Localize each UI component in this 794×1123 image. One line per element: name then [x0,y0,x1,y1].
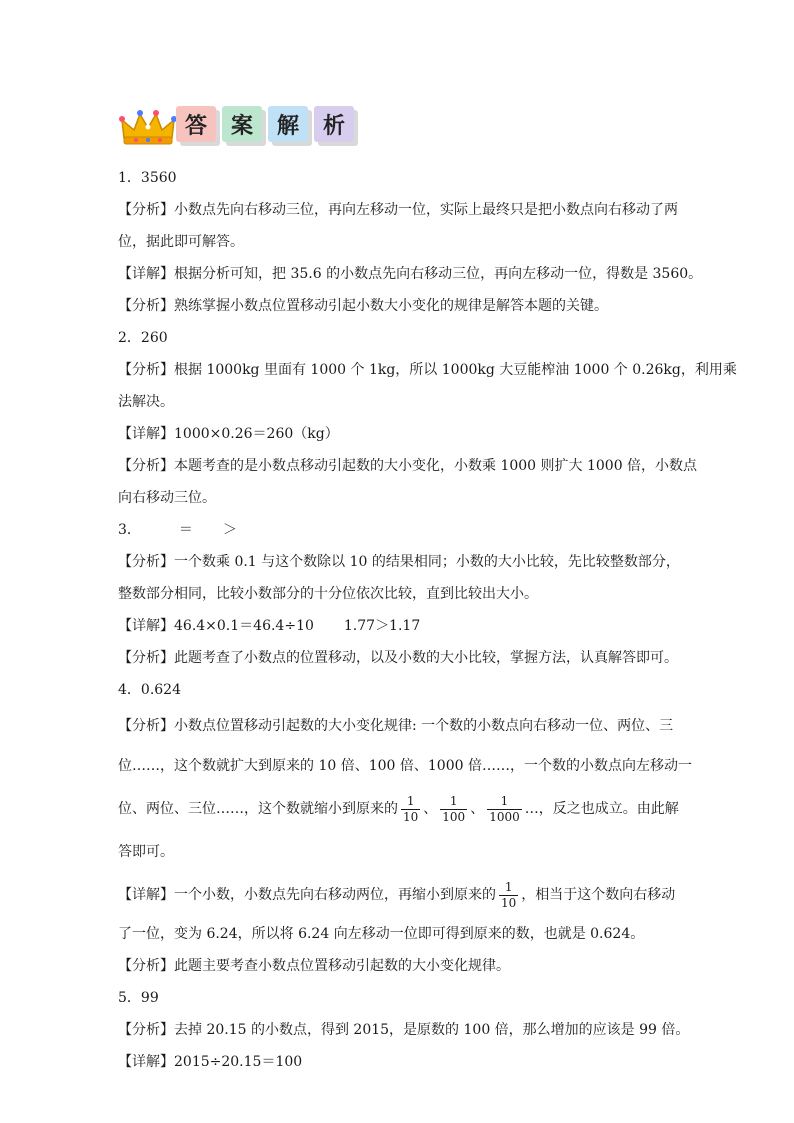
separator: 、 [470,801,485,817]
question-4-answer: 4．0.624 [118,682,181,698]
text: 小数点先向右移动三位，再向左移动一位，实际上最终只是把小数点向右移动了两 [174,202,678,218]
crown-icon [118,108,178,148]
text: 1000×0.26＝260（kg） [174,426,339,442]
detail-tag: 【详解】 [118,618,174,634]
answer-content [118,162,737,1078]
text-line: 位……，这个数就扩大到原来的 10 倍、100 倍、1000 倍……，一个数的小数点向左移动一 [118,758,692,774]
text: …，反之也成立。由此解 [524,801,679,817]
text-line: 答即可。 [118,844,174,860]
denominator: 10 [403,809,419,824]
text-line: 整数部分相同，比较小数部分的十分位依次比较，直到比较出大小。 [118,586,538,602]
analysis-tag: 【分析】 [118,458,174,474]
text: 小数点位置移动引起数的大小变化规律: 一个数的小数点向右移动一位、两位、三 [174,718,674,734]
text: 根据分析可知，把 35.6 的小数点先向右移动三位，再向左移动一位，得数是 3560。 [174,266,703,282]
detail-line [118,418,678,450]
text: 46.4×0.1＝46.4÷10 [174,618,314,634]
analysis-tag: 【分析】 [118,718,174,734]
text: 2015÷20.15＝100 [174,1054,303,1070]
separator: 、 [423,801,438,817]
text: 去掉 20.15 的小数点，得到 2015，是原数的 100 倍，那么增加的应该是 99 倍。 [174,1022,690,1038]
text: 此题主要考查小数点位置移动引起数的大小变化规律。 [174,958,510,974]
question-number: 3． [118,522,141,538]
detail-line [118,258,703,290]
numerator: 1 [449,793,458,808]
analysis-line [118,546,678,578]
analysis-line [118,290,678,322]
banner-tile: 案 [222,106,262,142]
banner-tile: 解 [268,106,308,142]
analysis-line [118,642,678,674]
denominator: 10 [501,895,517,910]
detail-tag: 【详解】 [118,266,174,282]
analysis-tag: 【分析】 [118,554,174,570]
text: 一个小数，小数点先向右移动两位，再缩小到原来的 [174,887,496,903]
detail-line [118,872,678,918]
banner-tiles [176,106,360,148]
detail-tag: 【详解】 [118,426,174,442]
detail-tag: 【详解】 [118,1054,174,1070]
question-5-answer: 5．99 [118,990,159,1006]
detail-tag: 【详解】 [118,887,174,903]
text-line: 位，据此即可解答。 [118,234,244,250]
text: 根据 1000kg 里面有 1000 个 1kg，所以 1000kg 大豆能榨油 1000 个 0.26kg，利用乘 [174,362,737,378]
text-line: 了一位，变为 6.24，所以将 6.24 向左移动一位即可得到原来的数，也就是 0.624。 [118,926,645,942]
text: 本题考查的是小数点移动引起数的大小变化，小数乘 1000 则扩大 1000 倍，小数点 [174,458,698,474]
text: 熟练掌握小数点位置移动引起小数大小变化的规律是解答本题的关键。 [174,298,608,314]
question-2-answer: 2．260 [118,330,168,346]
detail-line [118,610,678,642]
banner-tile: 答 [176,106,216,142]
analysis-tag: 【分析】 [118,958,174,974]
analysis-tag: 【分析】 [118,298,174,314]
text: 位、两位、三位……，这个数就缩小到原来的 [118,801,398,817]
text-line: 法解决。 [118,394,174,410]
answer-symbol: ＞ [222,522,237,538]
analysis-tag: 【分析】 [118,1022,174,1038]
analysis-tag: 【分析】 [118,650,174,666]
analysis-tag: 【分析】 [118,362,174,378]
denominator: 1000 [489,809,520,824]
numerator: 1 [406,793,415,808]
detail-line [118,1046,678,1078]
analysis-line [118,354,737,386]
fraction-one-tenth [401,794,420,825]
text: 一个数乘 0.1 与这个数除以 10 的结果相同；小数的大小比较，先比较整数部分， [174,554,680,570]
denominator: 100 [442,809,466,824]
question-1-answer: 1．3560 [118,170,177,186]
analysis-line [118,706,678,746]
fraction-one-thousandth [487,794,522,825]
fraction-one-hundredth [440,794,467,825]
text: ，相当于这个数向右移动 [521,887,676,903]
text: 1.77＞1.17 [343,618,421,634]
analysis-tag: 【分析】 [118,202,174,218]
analysis-line [118,950,678,982]
analysis-line [118,450,698,482]
text: 此题考查了小数点的位置移动，以及小数的大小比较，掌握方法，认真解答即可。 [174,650,678,666]
answer-analysis-banner [118,104,358,150]
question-3-answer [118,514,678,546]
fraction-one-tenth [499,880,518,911]
banner-tile: 析 [314,106,354,142]
numerator: 1 [504,879,513,894]
numerator: 1 [500,793,509,808]
analysis-line [118,1014,690,1046]
text-line: 向右移动三位。 [118,490,216,506]
fraction-line [118,786,678,832]
analysis-line [118,194,678,226]
answer-symbol: ＝ [178,522,193,538]
